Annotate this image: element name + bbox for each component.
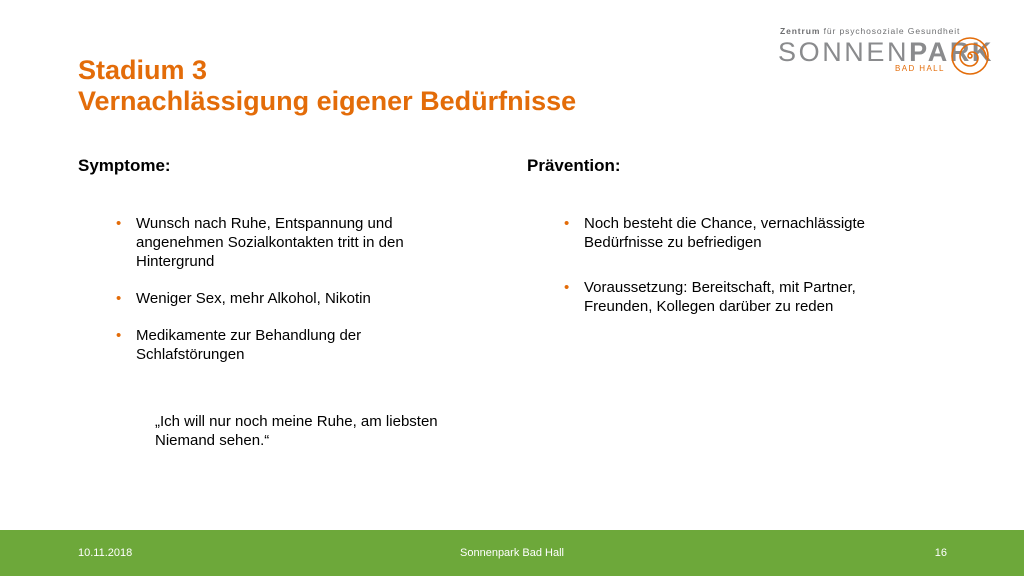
logo-tagline-bold: Zentrum [780,26,821,36]
list-item-text: Medikamente zur Behandlung der Schlafstörungen [136,327,362,363]
prevention-heading: Prävention: [527,156,621,175]
bullet-icon: • [116,290,122,307]
list-item [564,214,914,252]
list-item-text: Weniger Sex, mehr Alkohol, Nikotin [136,290,371,307]
slide-title [78,55,576,117]
logo-word-bold: PARK [909,37,995,67]
list-item-text: Wunsch nach Ruhe, Entspannung und angenehmen Sozialkontakten tritt in den Hintergrund [136,215,404,270]
sonnenpark-logo [778,26,994,82]
list-item-text: Noch besteht die Chance, vernachlässigte Bedürfnisse zu befriedigen [584,215,866,251]
logo-tagline-rest: für psychosoziale Gesundheit [820,26,961,36]
slide-title-line-1: Stadium 3 [78,55,208,85]
slide-title-line-2: Vernachlässigung eigener Bedürfnisse [78,86,577,116]
footer-bar [0,530,1024,576]
bullet-icon: • [116,215,122,232]
footer-center-text: Sonnenpark Bad Hall [460,547,564,559]
symptoms-heading: Symptome: [78,156,171,175]
spiral-logo-icon [950,36,990,76]
logo-tagline [780,26,960,36]
bullet-icon: • [564,279,570,296]
bullet-icon: • [564,215,570,232]
list-item [116,326,466,364]
list-item [116,289,466,308]
footer-date: 10.11.2018 [78,547,133,559]
logo-subline: BAD HALL [895,64,945,73]
list-item [116,214,466,271]
list-item [564,278,914,316]
list-item-text: Voraussetzung: Bereitschaft, mit Partner, Freunden, Kollegen darüber zu reden [584,279,856,315]
bullet-icon: • [116,327,122,344]
page-number: 16 [934,547,947,559]
logo-word-regular: SONNEN [778,37,910,67]
quote-text: „Ich will nur noch meine Ruhe, am liebsten Niemand sehen.“ [155,413,438,449]
prevention-list [564,214,914,316]
symptoms-list [116,214,466,364]
